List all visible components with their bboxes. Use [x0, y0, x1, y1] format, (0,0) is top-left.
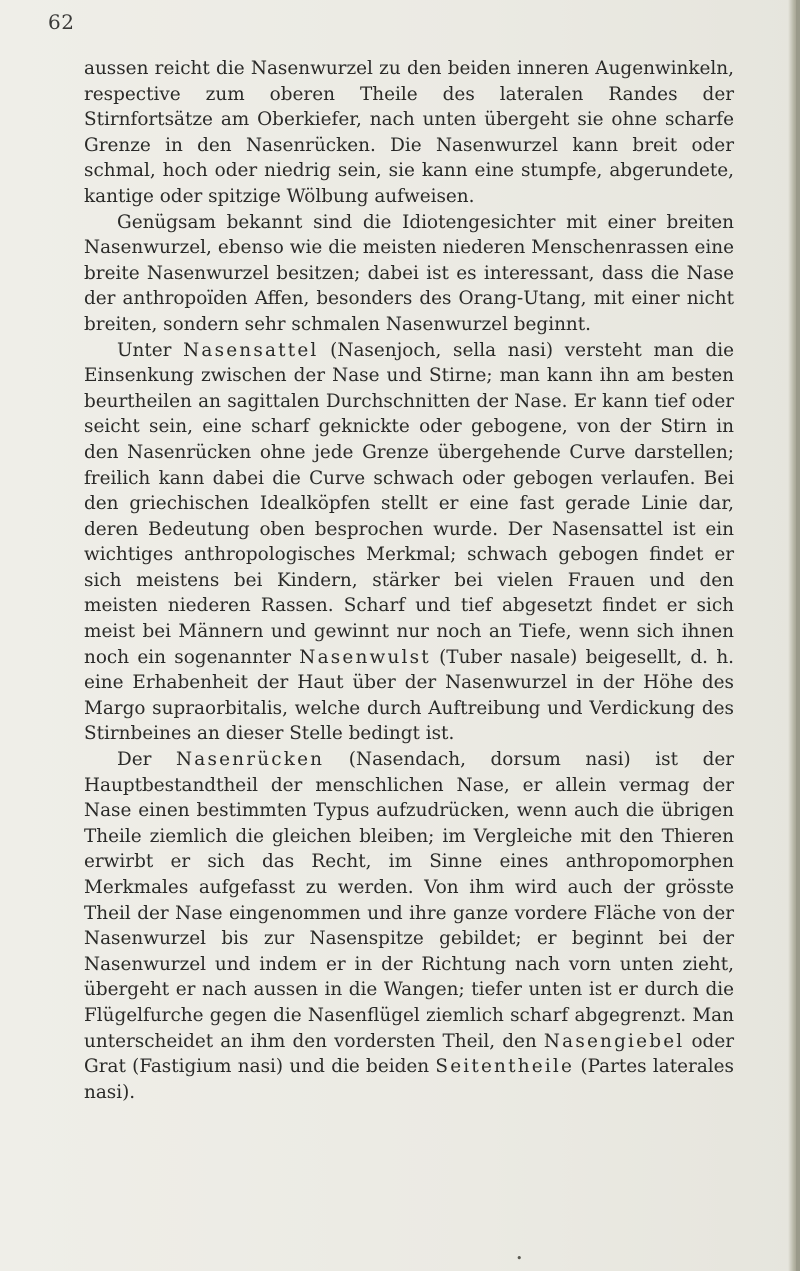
- text-segment: aussen reicht die Nasenwurzel zu den beiden inneren Augenwinkeln, respective zum oberen Theile des lateralen Randes der Stirnfortsätze am Oberkiefer, nach unten übergeht sie ohne scharfe Grenze in den Nasenrücken. Die Nasenwurzel kann breit oder schmal, hoch oder niedrig sein, sie kann eine stumpfe, abgerundete, kantige oder spitzige Wölbung aufweisen.: [84, 58, 734, 207]
- term-seitentheile: Seitentheile: [435, 1056, 575, 1078]
- term-nasengiebel: Nasengiebel: [543, 1030, 685, 1052]
- page-edge: [796, 0, 800, 1271]
- page-number: 62: [48, 10, 75, 34]
- text-segment: Der: [117, 749, 176, 771]
- paragraph-nasenwurzel-end: [84, 56, 734, 210]
- text-segment: (Nasendach, dorsum nasi) ist der Hauptbestandtheil der menschlichen Nase, er allein vermag der Nase einen bestimmten Typus aufzudrücken, wenn auch die übrigen Theile ziemlich die gleichen bleiben; im Vergleiche mit den Thieren erwirbt er sich das Recht, im Sinne eines anthropomorphen Merkmales aufgefasst zu werden. Von ihm wird auch der grösste Theil der Nase eingenommen und ihre ganze vordere Fläche von der Nasenwurzel bis zur Nasenspitze gebildet; er beginnt bei der Nasenwurzel und indem er in der Richtung nach vorn unten zieht, übergeht er nach aussen in die Wangen; tiefer unten ist er durch die Flügelfurche gegen die Nasenflügel ziemlich scharf abgegrenzt. Man unterscheidet an ihm den vordersten Theil, den: [84, 749, 735, 1052]
- text-segment: (Tuber nasale) beigesellt, d. h. eine Erhabenheit der Haut über der Nasenwurzel in der Höhe des Margo supraorbitalis, welche durch Auftreibung und Verdickung des Stirnbeines an dieser Stelle bedingt ist.: [84, 646, 735, 745]
- text-segment: oder Grat (Fastigium nasi) und die beiden: [84, 1030, 735, 1078]
- term-nasenwulst: Nasenwulst: [299, 646, 431, 668]
- term-nasenruecken: Nasenrücken: [176, 749, 325, 771]
- text-segment: Unter: [117, 339, 184, 361]
- body-text: [84, 56, 734, 1105]
- text-segment: (Partes laterales nasi).: [84, 1056, 734, 1103]
- text-segment: (Nasenjoch, sella nasi) versteht man die Einsenkung zwischen der Nase und Stirne; man kann ihn am besten beurtheilen an sagittalen Durchschnitten der Nase. Er kann tief oder seicht sein, eine scharf geknickte oder gebogene, von der Stirn in den Nasenrücken ohne jede Grenze übergehende Curve darstellen; freilich kann dabei die Curve schwach oder gebogen verlaufen. Bei den griechischen Idealköpfen stellt er eine fast gerade Linie dar, deren Bedeutung oben besprochen wurde. Der Nasensattel ist ein wichtiges anthropologisches Merkmal; schwach gebogen findet er sich meistens bei Kindern, stärker bei vielen Frauen und den meisten niederen Rassen. Scharf und tief abgesetzt findet er sich meist bei Männern und gewinnt nur noch an Tiefe, wenn sich ihnen noch ein sogenannter: [84, 339, 734, 668]
- paragraph-nasenruecken: [84, 747, 734, 1105]
- paragraph-nasensattel: [84, 338, 734, 748]
- print-speck: •: [516, 1252, 523, 1265]
- term-nasensattel: Nasensattel: [183, 339, 319, 361]
- text-segment: Genügsam bekannt sind die Idiotengesichter mit einer breiten Nasenwurzel, ebenso wie die meisten niederen Menschenrassen eine breite Nasenwurzel besitzen; dabei ist es interessant, dass die Nase der anthropoïden Affen, besonders des Orang-Utang, mit einer nicht breiten, sondern sehr schmalen Nasenwurzel beginnt.: [84, 211, 734, 335]
- paragraph-idiotengesichter: [84, 210, 734, 338]
